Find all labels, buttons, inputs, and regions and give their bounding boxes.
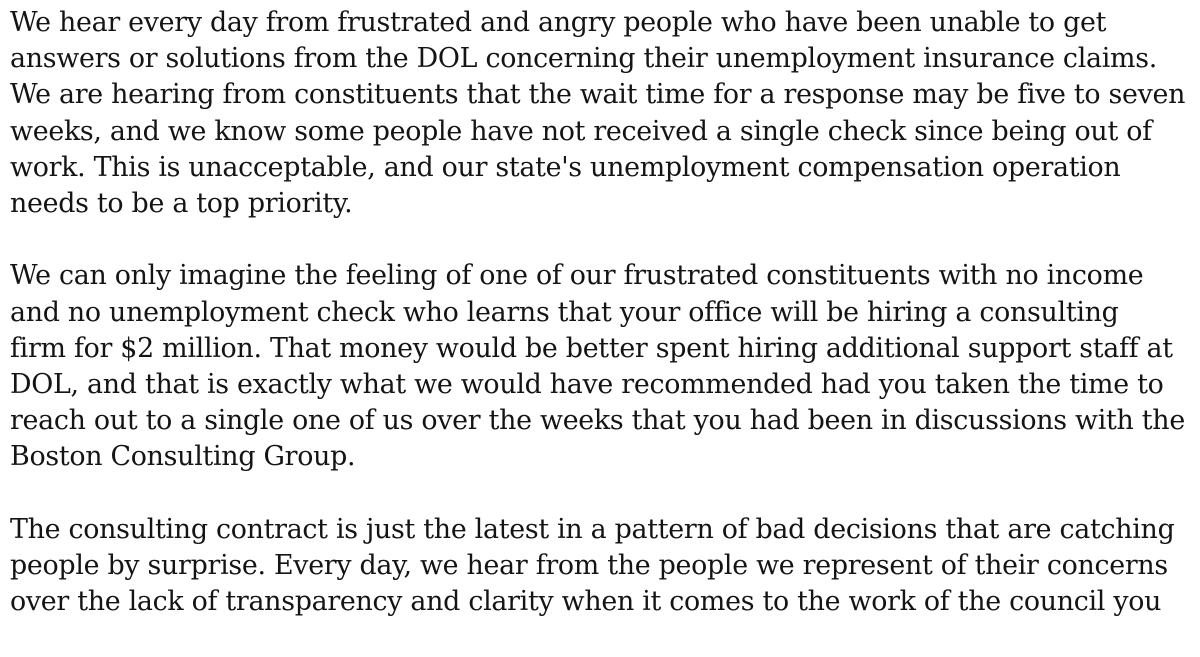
paragraph-1 bbox=[10, 5, 1195, 222]
text-line: answers or solutions from the DOL concerning their unemployment insurance claims. bbox=[10, 43, 1157, 75]
paragraph-3 bbox=[10, 512, 1195, 621]
text-line: reach out to a single one of us over the weeks that you had been in discussions with the bbox=[10, 405, 1185, 437]
letter-text bbox=[10, 5, 1195, 657]
text-line: over the lack of transparency and clarity when it comes to the work of the council you bbox=[10, 586, 1162, 618]
text-line: DOL, and that is exactly what we would have recommended had you taken the time to bbox=[10, 369, 1164, 401]
text-line: We hear every day from frustrated and angry people who have been unable to get bbox=[10, 7, 1107, 38]
text-line: The consulting contract is just the latest in a pattern of bad decisions that are catching bbox=[10, 513, 1175, 545]
text-line: and no unemployment check who learns that your office will be hiring a consulting bbox=[10, 296, 1119, 328]
text-line: people by surprise. Every day, we hear from the people we represent of their concerns bbox=[10, 550, 1168, 582]
paragraph-2 bbox=[10, 258, 1195, 475]
text-line: Boston Consulting Group. bbox=[10, 441, 356, 473]
text-line: We are hearing from constituents that the wait time for a response may be five to seven bbox=[10, 79, 1186, 111]
text-line: weeks, and we know some people have not received a single check since being out of bbox=[10, 115, 1152, 147]
text-line: We can only imagine the feeling of one of our frustrated constituents with no income bbox=[10, 260, 1144, 292]
text-line: work. This is unacceptable, and our state's unemployment compensation operation bbox=[10, 151, 1121, 183]
text-line: firm for $2 million. That money would be better spent hiring additional support staff at bbox=[10, 332, 1173, 364]
text-line: needs to be a top priority. bbox=[10, 188, 353, 220]
